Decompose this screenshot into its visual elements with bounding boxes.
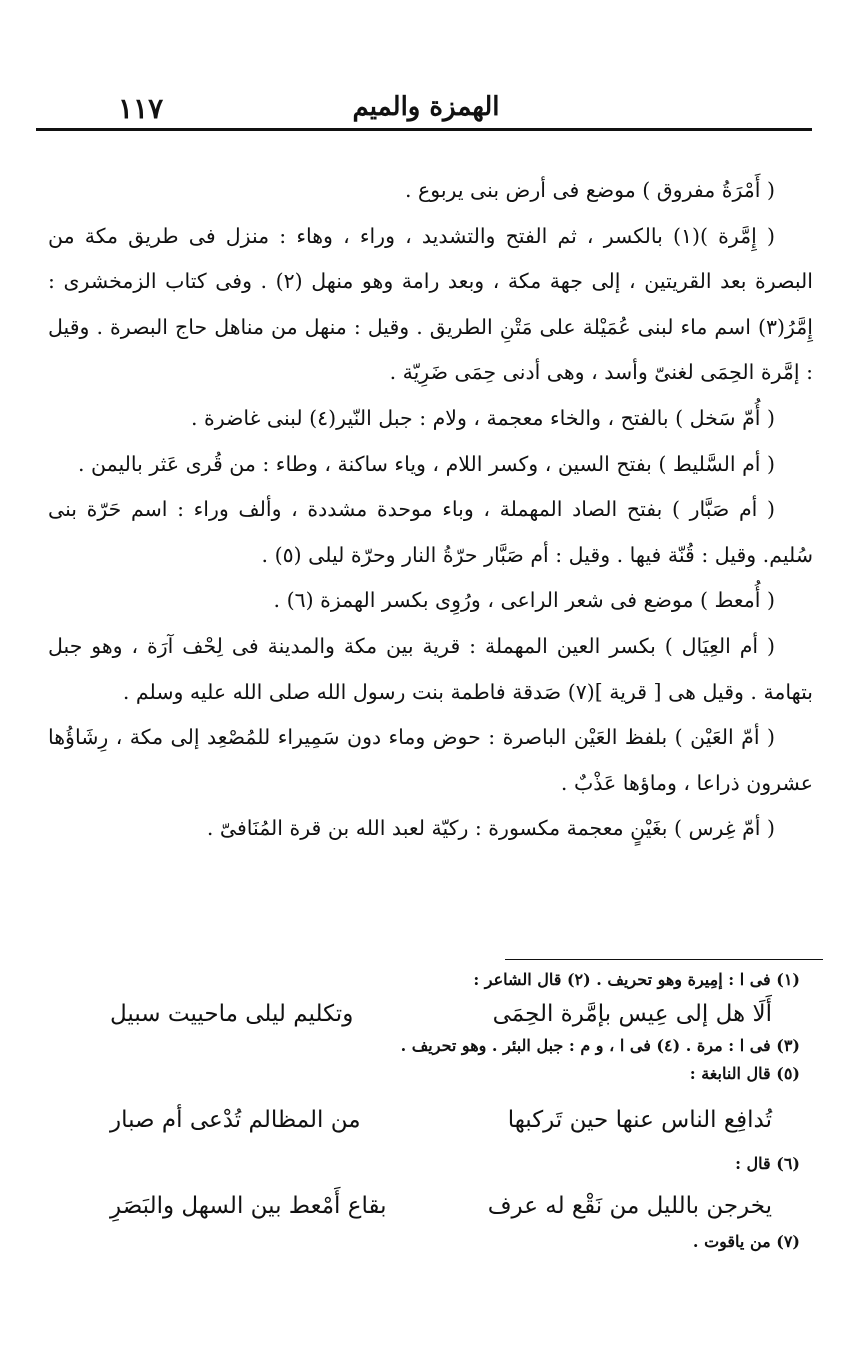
verse-1 xyxy=(110,1000,800,1028)
verse-1-hemistich-1: أَلَا هل إلى عِيس بإمَّرة الحِمَى xyxy=(492,1001,772,1027)
footnote-rule xyxy=(505,959,823,960)
header-rule xyxy=(36,128,812,131)
verse-2-hemistich-1: تُدافِع الناس عنها حين تَركبها xyxy=(507,1107,772,1133)
main-text xyxy=(48,168,813,852)
footnote-1-2: (١) فى ا : إمِيرة وهو تحريف . (٢) قال الشاعر : xyxy=(473,970,800,989)
entry-umm-ghirs: ( أمّ غِرس ) بغَيْنٍ معجمة مكسورة : ركيّة لعبد الله بن قرة المُنَافىّ . xyxy=(206,816,775,841)
footnote-3-4: (٣) فى ا : مرة . (٤) فى ا ، و م : جبل البئر . وهو تحريف . xyxy=(400,1036,800,1055)
verse-3-hemistich-2: بقاع أَمْعط بين السهل والبَصَرِ xyxy=(110,1193,387,1219)
entry-amrat-mafruq: ( أَمْرَةُ مفروق ) موضع فى أرض بنى يربوع . xyxy=(404,178,775,202)
page-number: ١١٧ xyxy=(118,92,164,125)
footnote-6: (٦) قال : xyxy=(735,1154,800,1173)
verse-3-hemistich-1: يخرجن بالليل من نَقْع له عرف xyxy=(487,1193,772,1219)
footnote-5: (٥) قال النابغة : xyxy=(689,1064,800,1083)
entry-umm-al-iyal: ( أم العِيَال ) بكسر العين المهملة : قرية بين مكة والمدينة فى لِحْف آرَة ، وهو جبل بتهامة . وقيل هى [ قرية ](٧) صَدقة فاطمة بنت رسول الله صلى الله عليه وسلم . xyxy=(48,633,813,704)
verse-2 xyxy=(110,1106,800,1134)
verse-2-hemistich-2: من المظالم تُدْعى أم صبار xyxy=(110,1107,361,1133)
entry-umat: ( أُمعط ) موضع فى شعر الراعى ، ورُوِى بكسر الهمزة (٦) . xyxy=(273,588,775,613)
entry-immara: ( إِمَّرة )(١) بالكسر ، ثم الفتح والتشديد ، وراء ، وهاء : منزل فى طريق مكة من البصرة بعد القريتين ، إلى جهة مكة ، وبعد رامة وهو منهل (٢) . وفى كتاب الزمخشرى : إِمَّرُ(٣) اسم ماء لبنى عُمَيْلة على مَتْنِ الطريق . وقيل : منهل من مناهل حاج البصرة . وقيل : إمَّرة الحِمَى لغنىّ وأسد ، وهى أدنى حِمَى ضَرِيّة . xyxy=(48,223,813,385)
verse-3 xyxy=(110,1192,800,1220)
page-header xyxy=(40,92,812,132)
footnote-7: (٧) من ياقوت . xyxy=(692,1232,800,1251)
entry-umm-al-salit: ( أم السَّليط ) بفتح السين ، وكسر اللام ، وياء ساكنة ، وطاء : من قُرى عَثر باليمن . xyxy=(77,451,775,476)
verse-1-hemistich-2: وتكليم ليلى ماحييت سبيل xyxy=(110,1001,354,1027)
running-title: الهمزة والميم xyxy=(352,92,500,122)
footnotes xyxy=(110,966,800,1256)
entry-umm-sakhl: ( أُمّ سَخل ) بالفتح ، والخاء معجمة ، ولام : جبل النّير(٤) لبنى غاضرة . xyxy=(190,405,775,430)
entry-umm-al-ayn: ( أمّ العَيْن ) بلفظ العَيْن الباصرة : حوض وماء دون سَمِيراء للمُصْعِد إلى مكة ، رِشَاؤُها عشرون ذراعا ، وماؤها عَذْبٌ . xyxy=(48,725,813,795)
entry-umm-sabbar: ( أم صَبَّار ) بفتح الصاد المهملة ، وباء موحدة مشددة ، وألف وراء : اسم حَرّة بنى سُليم. وقيل : قُنّة فيها . وقيل : أم صَبَّار حرّةُ النار وحرّة ليلى (٥) . xyxy=(48,497,813,567)
